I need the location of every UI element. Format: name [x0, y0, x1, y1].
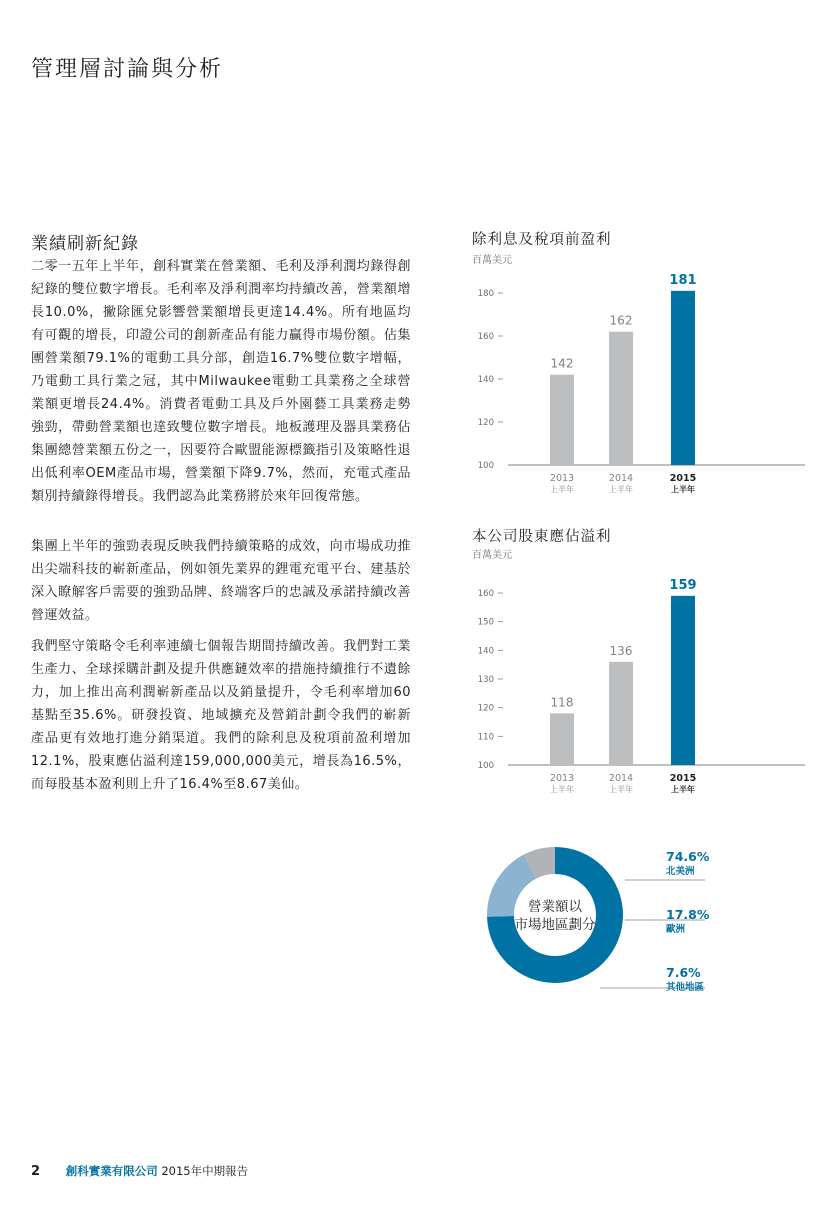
donut-region-label: 北美洲 — [666, 866, 695, 877]
profit-ytick-label: 140 — [477, 646, 494, 657]
profit-category-label: 2013 — [549, 773, 575, 784]
ebit-chart-title: 除利息及稅項前盈利 — [472, 232, 612, 248]
profit-category-sublabel: 上半年 — [550, 785, 574, 794]
section-title: 業績刷新紀錄 — [31, 234, 139, 254]
page-title: 管理層討論與分析 — [31, 57, 224, 82]
profit-chart-title: 本公司股東應佔溢利 — [472, 529, 612, 545]
donut-center-label: 營業額以 — [528, 899, 582, 915]
ebit-category-label: 2013 — [549, 473, 575, 484]
body-paragraph-1: 二零一五年上半年，創科實業在營業額、毛利及淨利潤均錄得創紀錄的雙位數字增長。毛利率及淨利潤率均持續改善，營業額增長10.0%，撇除匯兌影響營業額增長更達14.4%。所有地區均有可觀的增長，印證公司的創新產品有能力贏得市場份額。佔集團營業額79.1%的電動工具分部，創造16.7%雙位數字增幅，乃電動工具行業之冠，其中Milwaukee電動工具業務之全球營業額更增長24.4%。消費者電動工具及戶外園藝工具業務走勢強勁，帶動營業額也達致雙位數字增長。地板護理及器具業務佔集團總營業額五份之一，因要符合歐盟能源標籤指引及策略性退出低利率OEM產品市場，營業額下降9.7%，然而，充電式產品類別持續錄得增長。我們認為此業務將於來年回復常態。 — [31, 259, 411, 504]
profit-chart-unit: 百萬美元 — [472, 550, 512, 561]
donut-region-label: 其他地區 — [666, 982, 705, 993]
profit-category-sublabel: 上半年 — [671, 785, 695, 794]
ebit-category-sublabel: 上半年 — [671, 485, 695, 494]
ebit-data-label: 181 — [669, 272, 697, 288]
profit-ytick-label: 120 — [477, 703, 494, 714]
profit-data-label: 136 — [609, 643, 633, 658]
profit-bar-2013 — [550, 713, 574, 765]
profit-ytick-label: 150 — [477, 617, 494, 628]
profit-category-label: 2015 — [669, 773, 697, 784]
donut-percent-label: 7.6% — [666, 965, 701, 980]
ebit-ytick-label: 120 — [477, 418, 494, 428]
profit-ytick-label: 130 — [477, 675, 494, 685]
ebit-ytick-label: 180 — [477, 289, 494, 299]
ebit-category-label: 2014 — [608, 473, 634, 484]
profit-ytick-label: 160 — [477, 589, 494, 599]
profit-data-label: 159 — [669, 577, 697, 593]
ebit-bar-2015 — [671, 291, 695, 465]
donut-percent-label: 74.6% — [666, 849, 710, 864]
profit-data-label: 118 — [550, 695, 574, 710]
ebit-category-label: 2015 — [669, 473, 697, 484]
ebit-ytick-label: 160 — [477, 332, 494, 342]
ebit-bar-2013 — [550, 375, 574, 465]
ebit-ytick-label: 100 — [477, 461, 494, 471]
region-donut-chart — [460, 830, 820, 1010]
profit-category-sublabel: 上半年 — [609, 785, 633, 794]
profit-ytick-label: 100 — [477, 761, 494, 771]
donut-region-label: 歐洲 — [666, 924, 686, 935]
ebit-ytick-label: 140 — [477, 375, 494, 385]
footer-report: 2015年中期報告 — [161, 1164, 249, 1178]
body-paragraph-2: 集團上半年的強勁表現反映我們持續策略的成效，向市場成功推出尖端科技的嶄新產品，例如領先業界的鋰電充電平台、建基於深入瞭解客戶需要的強勁品牌、終端客戶的忠誠及承諾持續改善營運效益。 — [31, 539, 411, 623]
ebit-bar-2014 — [609, 332, 633, 465]
body-paragraph-3: 我們堅守策略令毛利率連續七個報告期間持續改善。我們對工業生產力、全球採購計劃及提升供應鏈效率的措施持續推行不遺餘力，加上推出高利潤嶄新產品以及銷量提升，令毛利率增加60基點至35.6%。研發投資、地域擴充及營銷計劃令我們的嶄新產品更有效地打進分銷渠道。我們的除利息及稅項前盈利增加12.1%，股東應佔溢利達159,000,000美元，增長為16.5%，而每股基本盈利則上升了16.4%至8.67美仙。 — [31, 639, 411, 792]
profit-category-label: 2014 — [608, 773, 634, 784]
ebit-data-label: 142 — [550, 356, 574, 371]
donut-percent-label: 17.8% — [666, 907, 710, 922]
profit-bar-2014 — [609, 662, 633, 765]
donut-center-label: 市場地區劃分 — [514, 917, 596, 933]
profit-bar-chart — [460, 565, 810, 805]
footer — [31, 1163, 248, 1179]
ebit-chart-unit: 百萬美元 — [472, 255, 512, 266]
ebit-data-label: 162 — [609, 313, 633, 328]
ebit-category-sublabel: 上半年 — [550, 485, 574, 494]
profit-ytick-label: 110 — [477, 732, 494, 743]
profit-bar-2015 — [671, 596, 695, 765]
footer-company: 創科實業有限公司 — [65, 1164, 158, 1178]
ebit-bar-chart — [460, 265, 810, 505]
page-number: 2 — [31, 1164, 41, 1179]
ebit-category-sublabel: 上半年 — [609, 485, 633, 494]
